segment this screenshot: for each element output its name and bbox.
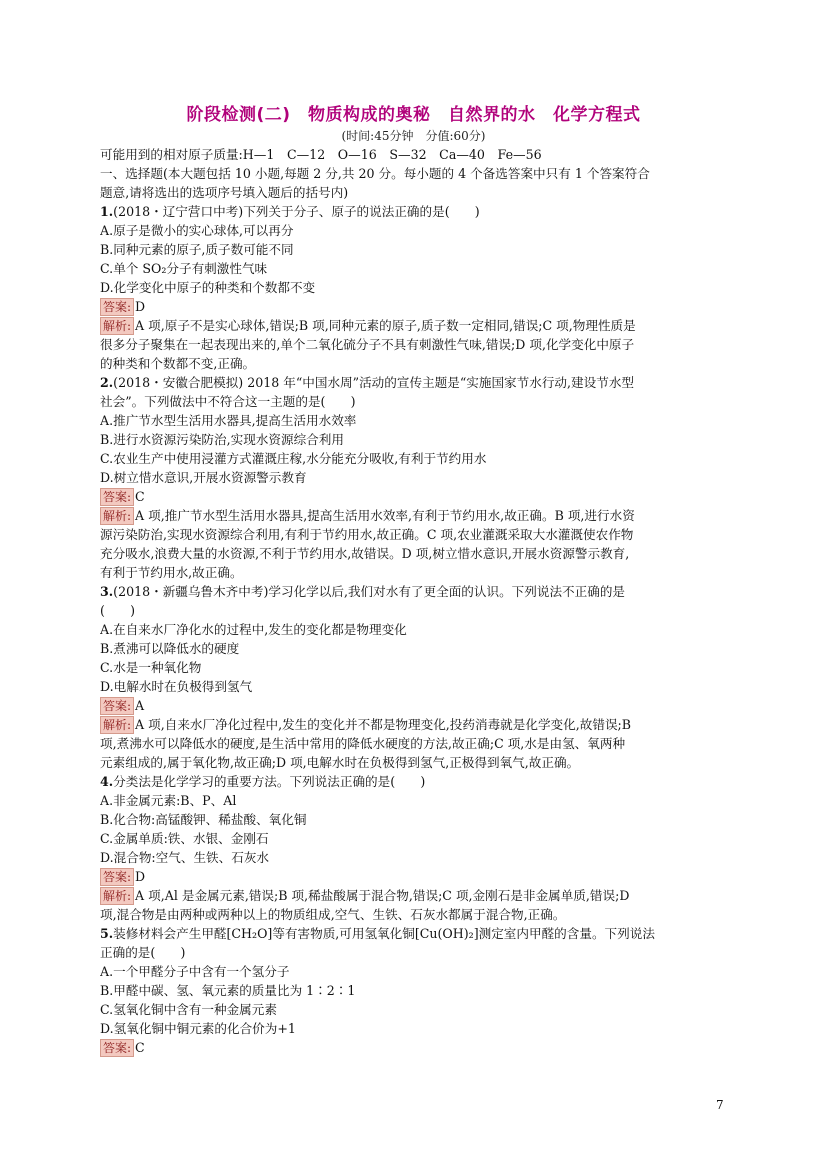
analysis-text: 元素组成的,属于氧化物,故正确;D 项,电解水时在负极得到氢气,正极得到氧气,故正确。 xyxy=(100,755,580,770)
analysis-tag: 解析: xyxy=(100,716,134,734)
question-option: A.推广节水型生活用水器具,提高生活用水效率 xyxy=(100,413,357,428)
analysis-line xyxy=(100,715,728,734)
page-subtitle: (时间:45分钟 分值:60分) xyxy=(341,129,486,143)
analysis-tag: 解析: xyxy=(100,317,134,335)
question-option: B.进行水资源污染防治,实现水资源综合利用 xyxy=(100,432,344,447)
answer-value: A xyxy=(135,698,145,713)
answer-line xyxy=(100,696,728,715)
answer-tag: 答案: xyxy=(100,488,134,506)
analysis-line xyxy=(100,544,728,563)
answer-tag: 答案: xyxy=(100,1039,134,1057)
question-option: A.非金属元素:B、P、Al xyxy=(100,793,237,808)
question-option: D.化学变化中原子的种类和个数都不变 xyxy=(100,280,316,295)
question-option: C.金属单质:铁、水银、金刚石 xyxy=(100,831,269,846)
question-stem-text: 社会”。下列做法中不符合这一主题的是( ) xyxy=(100,394,356,409)
question-option: A.原子是微小的实心球体,可以再分 xyxy=(100,223,294,238)
answer-value: D xyxy=(135,299,146,314)
analysis-line xyxy=(100,563,728,582)
question-stem-text: (2018・辽宁营口中考)下列关于分子、原子的说法正确的是( ) xyxy=(113,204,480,219)
question-stem-text: 正确的是( ) xyxy=(100,945,186,960)
question-number: 5. xyxy=(100,926,114,941)
analysis-text: 充分吸水,浪费大量的水资源,不利于节约用水,故错误。D 项,树立惜水意识,开展水资源警示教育, xyxy=(100,546,630,561)
section-instruction-line: 一、选择题(本大题包括 10 小题,每题 2 分,共 20 分。每小题的 4 个备选答案中只有 1 个答案符合 xyxy=(100,166,650,181)
question-option: D.混合物:空气、生铁、石灰水 xyxy=(100,850,270,865)
analysis-text: 有利于节约用水,故正确。 xyxy=(100,565,243,580)
question-number: 4. xyxy=(100,774,114,789)
question-option: B.煮沸可以降低水的硬度 xyxy=(100,641,240,656)
question-stem-line xyxy=(100,392,728,411)
analysis-text: A 项,自来水厂净化过程中,发生的变化并不都是物理变化,投药消毒就是化学变化,故错误;B xyxy=(135,717,632,732)
answer-line xyxy=(100,867,728,886)
question-option: C.单个 SO₂分子有刺激性气味 xyxy=(100,261,268,276)
question-list xyxy=(100,202,728,1057)
question-option: A.在自来水厂净化水的过程中,发生的变化都是物理变化 xyxy=(100,622,407,637)
analysis-line xyxy=(100,734,728,753)
question-option: D.树立惜水意识,开展水资源警示教育 xyxy=(100,470,307,485)
question-stem-line xyxy=(100,943,728,962)
question-option: B.同种元素的原子,质子数可能不同 xyxy=(100,242,294,257)
question-option: C.氢氧化铜中含有一种金属元素 xyxy=(100,1002,277,1017)
question-stem-line xyxy=(100,601,728,620)
analysis-line xyxy=(100,753,728,772)
analysis-line xyxy=(100,905,728,924)
analysis-tag: 解析: xyxy=(100,887,134,905)
answer-line xyxy=(100,1038,728,1057)
question-block xyxy=(100,373,728,582)
analysis-text: 很多分子聚集在一起表现出来的,单个二氧化硫分子不具有刺激性气味,错误;D 项,化学变化中原子 xyxy=(100,337,635,352)
answer-line xyxy=(100,487,728,506)
question-block xyxy=(100,202,728,373)
document-body xyxy=(100,145,728,1057)
answer-value: D xyxy=(135,869,146,884)
section-instruction-line: 题意,请将选出的选项序号填入题后的括号内) xyxy=(100,185,349,200)
analysis-line xyxy=(100,506,728,525)
answer-value: C xyxy=(135,1040,145,1055)
analysis-text: A 项,推广节水型生活用水器具,提高生活用水效率,有利于节约用水,故正确。B 项,进行水资 xyxy=(135,508,635,523)
answer-tag: 答案: xyxy=(100,697,134,715)
question-stem-text: 装修材料会产生甲醛[CH₂O]等有害物质,可用氢氧化铜[Cu(OH)₂]测定室内甲醛的含量。下列说法 xyxy=(113,926,655,941)
question-number: 1. xyxy=(100,204,114,219)
analysis-line xyxy=(100,886,728,905)
question-stem-text: (2018・新疆乌鲁木齐中考)学习化学以后,我们对水有了更全面的认识。下列说法不正确的是 xyxy=(113,584,626,599)
page-number: 7 xyxy=(716,1098,724,1112)
analysis-text: 的种类和个数都不变,正确。 xyxy=(100,356,256,371)
question-number: 2. xyxy=(100,375,114,390)
question-stem-text: ( ) xyxy=(100,603,136,618)
analysis-text: 源污染防治,实现水资源综合利用,有利于节约用水,故正确。C 项,农业灌溉采取大水灌溉使农作物 xyxy=(100,527,634,542)
analysis-line xyxy=(100,335,728,354)
analysis-line xyxy=(100,354,728,373)
atomic-mass-line: 可能用到的相对原子质量:H—1 C—12 O—16 S—32 Ca—40 Fe—56 xyxy=(100,147,542,162)
analysis-text: 项,煮沸水可以降低水的硬度,是生活中常用的降低水硬度的方法,故正确;C 项,水是由氢、氧两种 xyxy=(100,736,626,751)
analysis-line xyxy=(100,316,728,335)
question-block xyxy=(100,772,728,924)
page-title: 阶段检测(二) 物质构成的奥秘 自然界的水 化学方程式 xyxy=(186,105,641,125)
question-option: C.水是一种氧化物 xyxy=(100,660,202,675)
question-block xyxy=(100,924,728,1057)
question-stem-line xyxy=(100,924,728,943)
analysis-text: 项,混合物是由两种或两种以上的物质组成,空气、生铁、石灰水都属于混合物,正确。 xyxy=(100,907,566,922)
answer-line xyxy=(100,297,728,316)
question-option: C.农业生产中使用浸灌方式灌溉庄稼,水分能充分吸收,有利于节约用水 xyxy=(100,451,487,466)
question-option: D.电解水时在负极得到氢气 xyxy=(100,679,253,694)
answer-tag: 答案: xyxy=(100,868,134,886)
analysis-text: A 项,原子不是实心球体,错误;B 项,同种元素的原子,质子数一定相同,错误;C 项,物理性质是 xyxy=(135,318,636,333)
question-block xyxy=(100,582,728,772)
answer-value: C xyxy=(135,489,145,504)
question-option: A.一个甲醛分子中含有一个氢分子 xyxy=(100,964,290,979)
question-stem-line xyxy=(100,582,728,601)
question-option: D.氢氧化铜中铜元素的化合价为+1 xyxy=(100,1021,296,1036)
question-stem-line xyxy=(100,202,728,221)
question-option: B.甲醛中碳、氢、氧元素的质量比为 1∶2∶1 xyxy=(100,983,356,998)
question-stem-text: (2018・安徽合肥模拟) 2018 年“中国水周”活动的宣传主题是“实施国家节水行动,建设节水型 xyxy=(113,375,635,390)
question-number: 3. xyxy=(100,584,114,599)
question-stem-line xyxy=(100,772,728,791)
analysis-line xyxy=(100,525,728,544)
analysis-tag: 解析: xyxy=(100,507,134,525)
question-stem-text: 分类法是化学学习的重要方法。下列说法正确的是( ) xyxy=(113,774,426,789)
answer-tag: 答案: xyxy=(100,298,134,316)
question-option: B.化合物:高锰酸钾、稀盐酸、氧化铜 xyxy=(100,812,307,827)
question-stem-line xyxy=(100,373,728,392)
analysis-text: A 项,Al 是金属元素,错误;B 项,稀盐酸属于混合物,错误;C 项,金刚石是非金属单质,错误;D xyxy=(135,888,630,903)
